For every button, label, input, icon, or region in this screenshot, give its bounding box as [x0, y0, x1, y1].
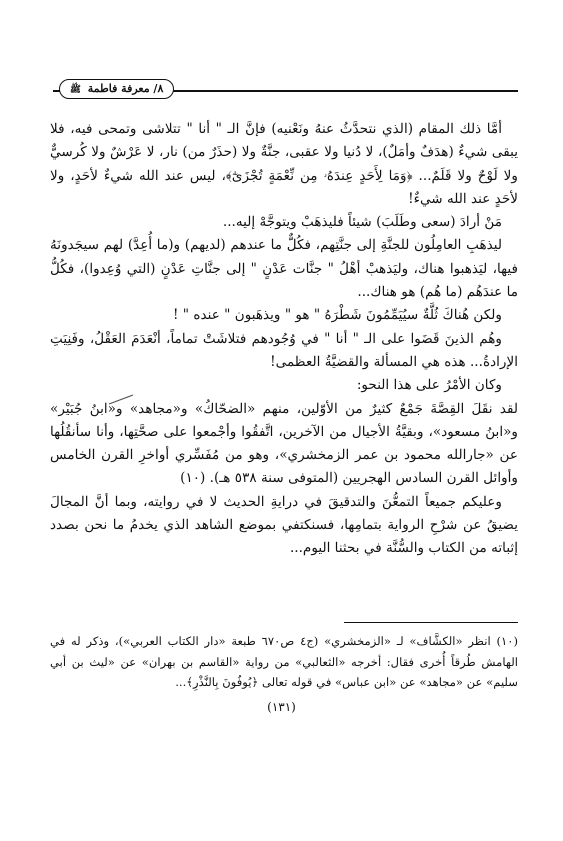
footnotes [50, 631, 518, 693]
main-text [50, 118, 518, 561]
paragraph: وهُم الذينَ قَضَوا على الـ " أنا " في وُجُودهم فتلاشَتْ تماماً، أنْعَدَمَ العَقْلُ، وفَنِيَتِ الإرادةُ... هذه هي المسألة والقضيَّةُ العظمى! [50, 330, 518, 370]
paragraph: أمَّا ذلك المقام (الذي نتحدَّثُ عنهُ ونَعْنيه) فإنَّ الـ " أنا " تتلاشى وتمحى فيه، فلا يبقى شيءٌ (هدَفٌ وأمَلٌ)، لا دُنيا ولا عقبى، جنَّةٌ ولا (حذَرٌ من) نار، لا عَرْشٌ ولا كُرسيٌّ ولا لَوْحٌ ولا قَلَمٌ... ﴿وَمَا لِأَحَدٍ عِندَهُۥ مِن نِّعْمَةٍ تُجْزَىٰٓ﴾، ليس عند الله شيءٌ لأحَدٍ، ولا لأحَدٍ عند الله شيءٌ! [50, 121, 518, 207]
paragraph: وكان الأمْرُ على هذا النحو: [356, 377, 502, 394]
paragraph: مَنْ أرادَ (سعى وطَلَبَ) شيئاً فليذهَبْ ويتوجَّهْ إليه... [222, 214, 502, 231]
paragraph: ليذهَبِ العامِلُون للجنَّةِ إلى جنَّتِهم، فكُلٌّ ما عندهم (لديهم) و(ما أُعِدَّ) لهم سيجَدونَهُ فيها، ليَذهبوا هناك، وليَذهبْ أهْلُ " جنَّات عَدْنٍ " إلى جنَّاتِ عَدْنٍ (التي وُعِدوا)، فكُلُّ ما عندَهُم (ما هُم) هو هناك... [50, 237, 518, 301]
header-title: ٨/ معرفة فاطمة [87, 82, 164, 95]
footnote: (١٠) انظر «الكشَّاف» لـ «الزمخشري» (ج٤ ص٦٧٠ طبعة «دار الكتاب العربي»)، وذكر له في الهامش طُرقاً أُخرى فقال: أخرجه «الثعالبي» من رواية «القاسم بن بهران» عن «ليث بن أبي سليم» عن «مجاهد» عن «ابن عباس» في قوله تعالى ﴿يُوفُونَ بِالنَّذْرِ﴾... [50, 634, 518, 689]
emblem-icon: ﷺ [70, 85, 81, 95]
paragraph: ولكن هُناكَ ثُلَّةٌ سيُيَمِّمُونَ شَطْرَهُ " هو " ويذهَبون " عنده " ! [173, 307, 502, 324]
running-header [53, 79, 518, 99]
header-title-badge [59, 79, 174, 99]
paragraph: وعليكم جميعاً التمعُّنَ والتدقيقَ في درايةِ الحديث لا في روايته، وبما أنَّ المجالَ يضيقُ عن شرْحِ الرواية بتمامِها، فسنكتفي بموضع الشاهد الذي يخدمُ ما نحن بصدد إثباته من الكتاب والسُّنَّة في بحثنا اليوم... [50, 493, 518, 557]
pencil-mark-icon [107, 393, 135, 407]
footnote-separator [344, 622, 518, 623]
page-number: (١٣١) [267, 700, 296, 714]
paragraph: لقد نقَلَ القِصَّةَ جَمْعٌ كثيرٌ من الأوّلين، منهم «الضحّاكُ» و«مجاهد» و«ابنُ جُبَيْر» و«ابنُ مسعود»، وبقيَّةُ الأجيال من الآخرين، اتَّفقُوا وأجْمعوا على صحَّتِها، وأنا سأنقُلُها عن «جارالله محمود بن عمر الزمخشري»، وهو من مُفَسِّري أواخرِ القرن الخامس وأوائل القرن السادس الهجريين (المتوفى سنة ٥٣٨ هـ). (١٠) [50, 400, 518, 487]
